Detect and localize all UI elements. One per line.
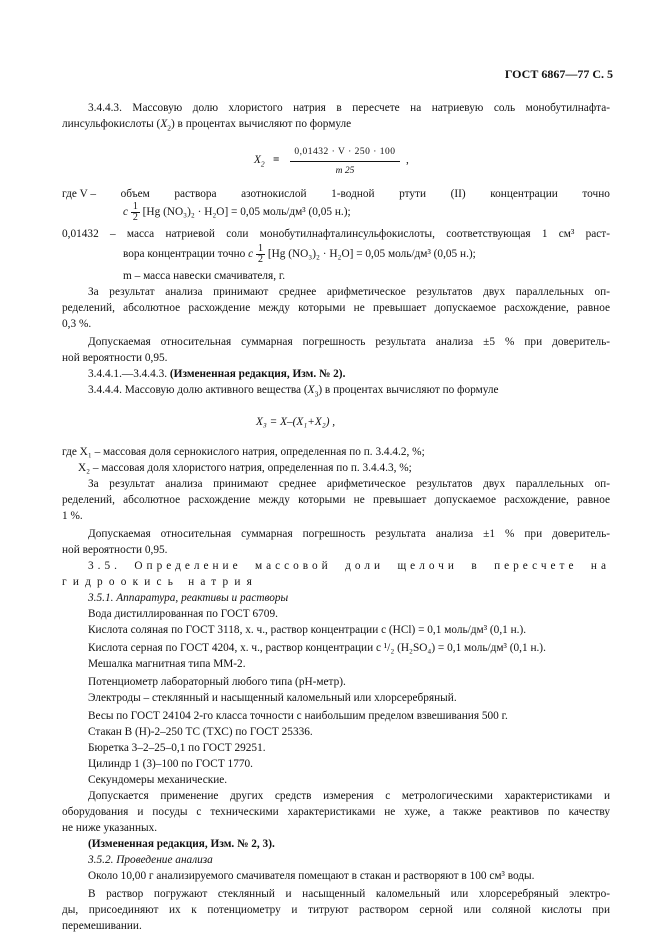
error1-line2: ной вероятности 0,95.	[62, 352, 168, 364]
s351-item: Весы по ГОСТ 24104 2-го класса точности с наибольшим пределом взвешивания 500 г.	[88, 710, 508, 722]
p3443-line2: линсульфокислоты $(X_2)$ в процентах вычисляют по формуле	[62, 118, 352, 133]
s351-item: Стакан В (Н)-2–250 ТС (ТХС) по ГОСТ 25336.	[88, 726, 313, 738]
s352-title: 3.5.2. Проведение анализа	[88, 854, 213, 866]
s35-heading-line1: 3.5. Определение массовой доли щелочи в пересчете на	[88, 560, 610, 572]
where1-m-line: m – масса навески смачивателя, г.	[123, 270, 286, 282]
where1-mass-line: 0,01432 – масса натриевой соли монобутилнафталинсульфокислоты, соответствующая 1 см³ раст-	[62, 228, 610, 240]
page-header: ГОСТ 6867—77 С. 5	[504, 67, 613, 81]
formula1-fraction	[290, 144, 400, 179]
s352-line2: ды, присоединяют их к потенциометру и титруют раствором серной или соляной кислоты при	[62, 904, 610, 916]
formula1-equals: =	[273, 154, 280, 166]
edit1-line: 3.4.4.1.—3.4.4.3. (Измененная редакция, Изм. № 2).	[88, 368, 346, 380]
s351-title: 3.5.1. Аппаратура, реактивы и растворы	[88, 592, 289, 604]
formula1-tail: ,	[406, 154, 409, 166]
s351-item: Электроды – стеклянный и насыщенный каломельный или хлорсеребряный.	[88, 692, 457, 704]
where1-concentration: c $\frac{1}{2}$ [Hg (NO₃)₂ · H₂O] = 0,05 моль/дм³ (0,05 н.);	[123, 201, 351, 223]
s351-item: Кислота серная по ГОСТ 4204, х. ч., раствор концентрации c ¹/₂ (H₂SO₄) = 0,1 моль/дм³ (0,1 н.).	[88, 642, 546, 654]
s352-line3: перемешивании.	[62, 920, 142, 932]
p3443-line1: 3.4.4.3. Массовую долю хлористого натрия в пересчете на натриевую соль монобутилнафта-	[88, 102, 610, 114]
s351-item: Вода дистиллированная по ГОСТ 6709.	[88, 608, 278, 620]
s351-item: Цилиндр 1 (3)–100 по ГОСТ 1770.	[88, 758, 253, 770]
where1-line1: где V – объем раствора азотнокислой 1-водной ртути (II) концентрации точно	[62, 188, 610, 200]
s351-item: Потенциометр лабораторный любого типа (рН-метр).	[88, 676, 346, 688]
where2-line2: X₂ – массовая доля хлористого натрия, определенная по п. 3.4.4.3, %;	[78, 462, 412, 474]
error2-line1: Допускаемая относительная суммарная погрешность результата анализа ±1 % при доверитель-	[88, 528, 610, 540]
allowed-line2: оборудования и посуды с техническими характеристиками не хуже, а также реактивов по качеству	[62, 806, 610, 818]
s352-para1: Около 10,00 г анализируемого смачивателя помещают в стакан и растворяют в 100 см³ воды.	[88, 870, 535, 882]
formula2: X₃ = X–(X₁+X₂) ,	[256, 416, 336, 428]
where1-mass-line2: вора концентрации точно c $\frac{1}{2}$ [Hg (NO₃)₂ · H₂O] = 0,05 моль/дм³ (0,05 н.);	[123, 243, 476, 265]
s351-item: Бюретка 3–2–25–0,1 по ГОСТ 29251.	[88, 742, 266, 754]
allowed-line1: Допускается применение других средств измерения с метрологическими характеристиками и	[88, 790, 610, 802]
formula1-denominator: m 25	[335, 166, 355, 176]
result2-line1: За результат анализа принимают среднее арифметическое результатов двух параллельных оп-	[88, 478, 610, 490]
where2-line1: где X₁ – массовая доля сернокислого натрия, определенная по п. 3.4.4.2, %;	[62, 446, 425, 458]
result1-line3: 0,3 %.	[62, 318, 92, 330]
formula1-numerator: 0,01432 · V · 250 · 100	[290, 144, 400, 162]
p3444-line: 3.4.4.4. Массовую долю активного вещества $(X_3)$ в процентах вычисляют по формуле	[88, 384, 499, 399]
s351-item: Секундомеры механические.	[88, 774, 228, 786]
s351-item: Кислота соляная по ГОСТ 3118, х. ч., раствор концентрации c (HCl) = 0,1 моль/дм³ (0,1 н.).	[88, 624, 527, 636]
allowed-line3: не ниже указанных.	[62, 822, 158, 834]
s351-item: Мешалка магнитная типа ММ-2.	[88, 658, 246, 670]
result1-line2: ределений, абсолютное расхождение между которыми не превышает допускаемое расхождение, равное	[62, 302, 610, 314]
result1-line1: За результат анализа принимают среднее арифметическое результатов двух параллельных оп-	[88, 286, 610, 298]
s35-heading-line2: гидроокись натрия	[62, 576, 259, 588]
edit2-line: (Измененная редакция, Изм. № 2, 3).	[88, 838, 275, 850]
result2-line3: 1 %.	[62, 510, 83, 522]
formula1-lhs: $X_2$	[254, 154, 265, 169]
error1-line1: Допускаемая относительная суммарная погрешность результата анализа ±5 % при доверитель-	[88, 336, 610, 348]
error2-line2: ной вероятности 0,95.	[62, 544, 168, 556]
result2-line2: ределений, абсолютное расхождение между которыми не превышает допускаемое расхождение, равное	[62, 494, 610, 506]
s352-line1: В раствор погружают стеклянный и насыщенный каломельный или хлорсеребряный электро-	[88, 888, 610, 900]
